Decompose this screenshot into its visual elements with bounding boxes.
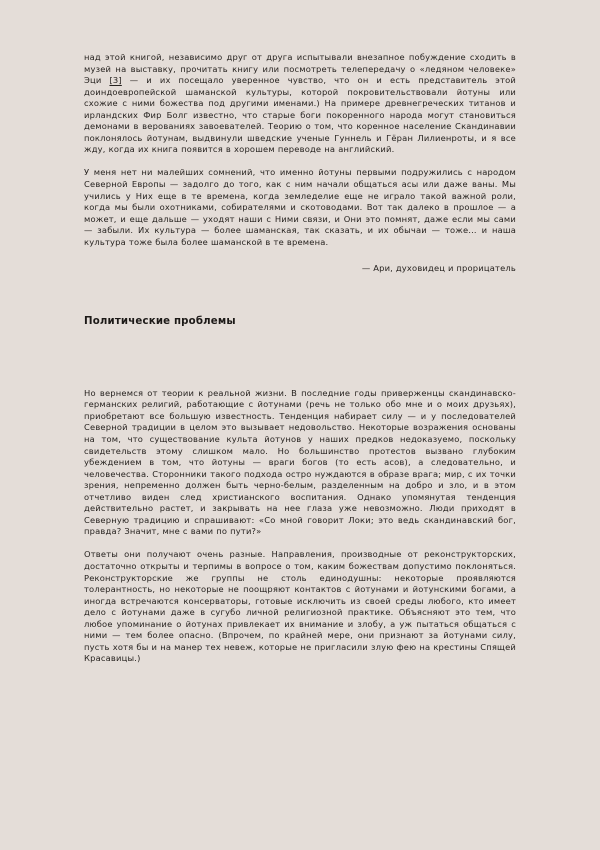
paragraph-text-after-footnote: — и их посещало уверенное чувство, что он и есть представитель этой доиндоевропейской шаманской культуры, которой покровительствовали йотуны или схожие с ними божества под другими именами.) На примере древнегреческих титанов и ирландских Фир Болг известно, что старые боги покоренного народа могут становиться демонами в верованиях завоевателей. Теорию о том, что коренное население Скандинавии поклонялось йотунам, выдвинули шведские ученые Гуннель и Гёран Лилиенроты, и я все жду, когда их книга появится в хорошем переводе на английский. <box>84 75 516 155</box>
section-heading-political-problems: Политические проблемы <box>84 315 236 327</box>
text-column <box>84 52 516 665</box>
paragraph-text-before-footnote: над этой книгой, независимо друг от друга испытывали внезапное побуждение сходить в музей на выставку, прочитать книгу или посмотреть телепередачу о «ледяном человеке» Эци <box>84 52 516 86</box>
paragraph-continuation <box>84 52 516 156</box>
paragraph-jotnar-friendship: У меня нет ни малейших сомнений, что именно йотуны первыми подружились с народом Северной Европы — задолго до того, как с ним начали общаться асы или даже ваны. Мы учились у Них еще в те времена, когда земледелие еще не играло такой важной роли, когда мы были охотниками, собирателями и скотоводами. Вот так далеко в прошлое — а может, и еще дальше — уходят наши с Ними связи, и Они это помнят, даже если мы сами — забыли. Их культура — более шаманская, так сказать, и их обычаи — тоже… и наша культура тоже была более шаманской в те времена. <box>84 167 516 247</box>
paragraph-answers-vary: Ответы они получают очень разные. Направления, производные от реконструкторских, достаточно открыты и терпимы в вопросе о том, каким божествам допустимо поклоняться. Реконструкторские же группы не столь единодушны: некоторые проявляются толерантность, но некоторые не поощряют контактов с йотунами и йотунскими богами, а иногда встречаются консерваторы, готовые исключить из своей среды любого, кто имеет дело с йотунами даже в сугубо личной религиозной практике. Объясняют это тем, что любое упоминание о йотунах привлекает их внимание и злобу, а уж пытаться общаться с ними — тем более опасно. (Впрочем, по крайней мере, они признают за йотунами силу, пусть хотя бы и на манер тех невеж, которые не пригласили злую фею на крестины Спящей Красавицы.) <box>84 549 516 664</box>
paragraph-back-to-reality: Но вернемся от теории к реальной жизни. В последние годы приверженцы скандинавско-германских религий, работающие с йотунами (речь не только обо мне и о моих друзьях), приобретают все большую известность. Тенденция набирает силу — и у последователей Северной традиции в целом это вызывает недовольство. Некоторые возражения основаны на том, что существование культа йотунов у наших предков недоказуемо, поскольку свидетельств этому слишком мало. Но большинство протестов вызвано глубоким убеждением в том, что йотуны — враги богов (то есть асов), а следовательно, и человечества. Сторонники такого подхода остро нуждаются в образе врага; мир, с их точки зрения, непременно должен быть черно-белым, разделенным на добро и зло, и в этом отчетливо виден след христианского воспитания. Однако упомянутая тенденция действительно растет, и закрывать на нее глаза уже невозможно. Люди приходят в Северную традицию и спрашивают: «Со мной говорит Локи; это ведь скандинавский бог, правда? Значит, мне с вами по пути?» <box>84 387 516 537</box>
quote-attribution: — Ари, духовидец и прорицатель <box>361 263 516 274</box>
footnote-reference-3[interactable]: [3] <box>109 75 122 86</box>
